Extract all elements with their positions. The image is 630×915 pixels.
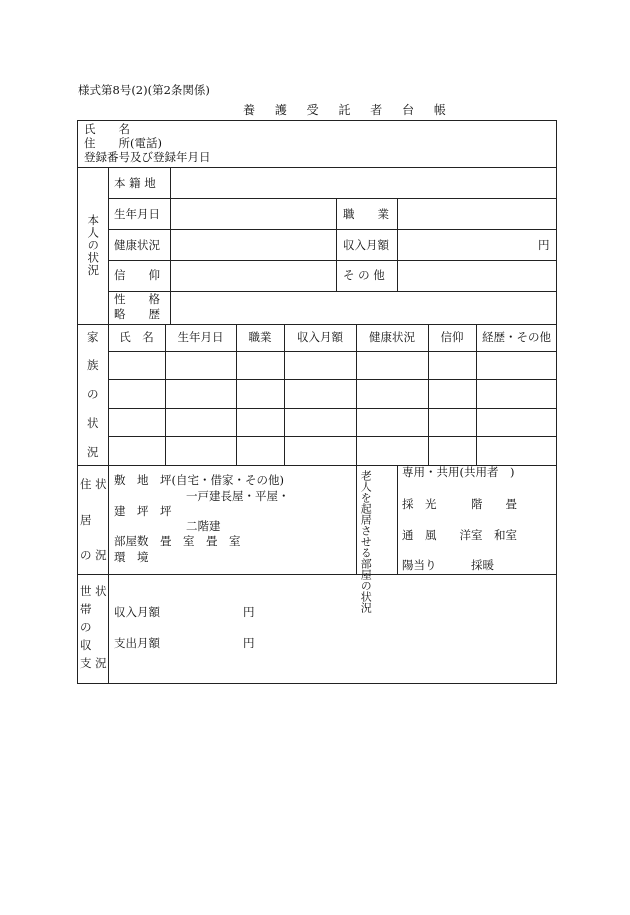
divider-person-1	[108, 198, 557, 199]
family-row-4	[108, 436, 557, 437]
divider-person-end	[77, 324, 557, 325]
person-mid-column-1	[336, 198, 337, 291]
family-col-4	[356, 324, 357, 465]
family-col-6	[476, 324, 477, 465]
household-section-char-2: 帯	[80, 602, 92, 616]
family-header-occupation: 職業	[248, 330, 272, 344]
address-label: 住 所(電話)	[84, 136, 162, 150]
housing-section-bottom: の 況	[80, 548, 107, 562]
housing-room-divider-2	[397, 465, 398, 574]
person-section-label: 本人の状況	[86, 214, 101, 277]
birth-label: 生年月日	[114, 207, 160, 221]
family-header-religion: 信仰	[440, 330, 464, 344]
divider-person-4	[108, 291, 557, 292]
history-label: 略 歴	[114, 307, 160, 321]
household-section-char-4: 収	[80, 638, 92, 652]
family-row-2	[108, 379, 557, 380]
housing-room-divider-1	[356, 465, 357, 574]
family-section-char-2: 族	[87, 358, 99, 372]
family-section-char-5: 況	[87, 445, 99, 459]
page-title: 養 護 受 託 者 台 帳	[243, 103, 454, 117]
rooms-label: 部屋数 畳 室 畳 室	[114, 534, 241, 548]
household-section-char-1: 世 状	[80, 584, 107, 598]
site-label: 敷 地 坪(自宅・借家・その他)	[114, 473, 284, 487]
family-section-char-4: 状	[87, 416, 99, 430]
religion-label: 信 仰	[114, 268, 160, 282]
occupation-label: 職 業	[343, 207, 389, 221]
exclusive-label: 専用・共用(共用者 )	[402, 465, 515, 479]
household-section-char-5: 支 況	[80, 656, 107, 670]
family-col-3	[284, 324, 285, 465]
housing-section-top: 住 状	[80, 477, 107, 491]
household-income-label: 収入月額	[114, 605, 160, 619]
household-section-divider	[108, 574, 109, 684]
household-section-char-3: の	[80, 620, 92, 634]
family-col-1	[165, 324, 166, 465]
family-section-divider	[108, 324, 109, 465]
housing-section-mid: 居	[80, 513, 92, 527]
lighting-label: 採 光 階 畳	[402, 497, 517, 511]
household-income-yen: 円	[243, 605, 255, 619]
housing-section-divider	[108, 465, 109, 574]
ventilation-label: 通 風 洋室 和室	[402, 528, 517, 542]
household-expense-label: 支出月額	[114, 636, 160, 650]
environment-label: 環 境	[114, 550, 149, 564]
health-label: 健康状況	[114, 238, 160, 252]
family-header-income: 収入月額	[297, 330, 343, 344]
other-label: そ の 他	[343, 268, 385, 282]
family-row-3	[108, 408, 557, 409]
family-col-5	[428, 324, 429, 465]
family-header-name: 氏 名	[119, 330, 154, 344]
floor-area-label: 建 坪 坪	[114, 504, 172, 518]
room-status-label: 老人を起居させる部屋の状況	[359, 470, 373, 613]
person-section-divider	[108, 167, 109, 324]
registration-label: 登録番号及び登録年月日	[84, 150, 211, 164]
character-label: 性 格	[114, 292, 160, 306]
house-type-1: 一戸建長屋・平屋・	[186, 489, 290, 503]
family-header-health: 健康状況	[369, 330, 415, 344]
divider-housing-end	[77, 574, 557, 575]
house-type-2: 二階建	[186, 519, 221, 533]
divider-header	[77, 167, 557, 168]
person-mid-column-2	[397, 198, 398, 291]
divider-person-3	[108, 260, 557, 261]
person-label-column	[170, 167, 171, 324]
income-label: 収入月額	[343, 238, 389, 252]
household-expense-yen: 円	[243, 636, 255, 650]
divider-person-2	[108, 229, 557, 230]
sunlight-label: 陽当り 採暖	[402, 558, 494, 572]
income-yen: 円	[538, 238, 550, 252]
form-frame	[77, 120, 557, 684]
family-section-char-3: の	[87, 387, 99, 401]
family-col-2	[236, 324, 237, 465]
form-number: 様式第8号(2)(第2条関係)	[78, 83, 210, 97]
family-section-char-1: 家	[87, 330, 99, 344]
name-label: 氏 名	[84, 122, 130, 136]
family-row-1	[108, 351, 557, 352]
domicile-label: 本 籍 地	[114, 176, 156, 190]
family-header-history: 経歴・その他	[482, 330, 551, 344]
family-header-birth: 生年月日	[177, 330, 224, 344]
